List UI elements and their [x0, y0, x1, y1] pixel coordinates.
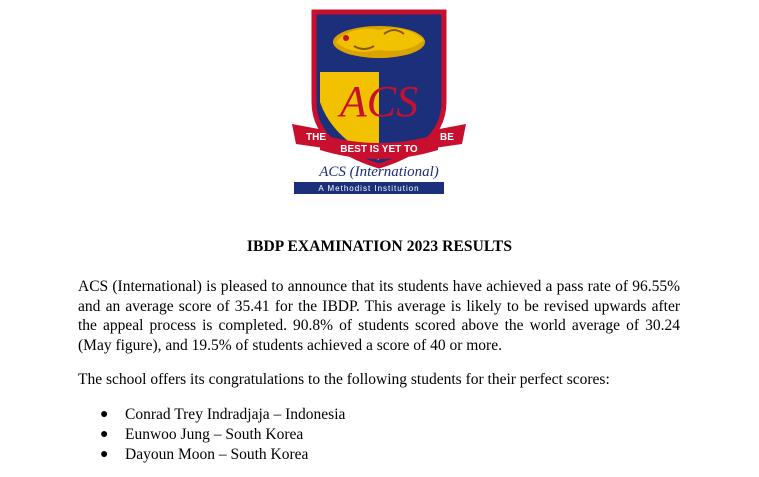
logo-school-name: ACS (International) [319, 164, 439, 180]
list-item [78, 405, 345, 425]
student-name: Eunwoo Jung – South Korea [125, 426, 304, 443]
student-list [78, 405, 345, 465]
page-title: IBDP EXAMINATION 2023 RESULTS [246, 238, 513, 255]
logo-tagline: A Methodist Institution [318, 184, 420, 193]
list-item [78, 425, 345, 445]
bullet-icon: ● [100, 427, 109, 442]
banner-text-right: BE [440, 132, 454, 143]
crest-monogram: ACS [339, 77, 419, 126]
crest-graphic [284, 6, 474, 198]
congratulations-paragraph: The school offers its congratulations to the following students for their perfect scores: [78, 371, 610, 388]
bullet-icon: ● [100, 447, 109, 462]
banner-text-left: THE [306, 132, 326, 143]
bullet-icon: ● [100, 407, 109, 422]
dragon-emblem [333, 26, 425, 58]
banner-text-middle: BEST IS YET TO [340, 144, 418, 155]
school-crest-logo [284, 6, 474, 198]
student-name: Conrad Trey Indradjaja – Indonesia [125, 406, 346, 423]
announcement-paragraph: ACS (International) is pleased to announce that its students have achieved a pass rate of 96.55% and an average score of 35.41 for the IBDP. This average is likely to be revised upwards after the appeal process is completed. 90.8% of students scored above the world average of 30.24 (May figure), and 19.5% of students achieved a score of 40 or more. [78, 278, 680, 354]
list-item [78, 445, 345, 465]
student-name: Dayoun Moon – South Korea [125, 446, 309, 463]
